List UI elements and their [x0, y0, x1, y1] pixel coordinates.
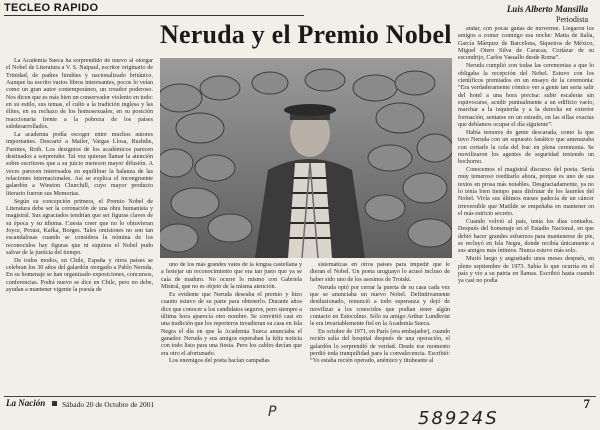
author-role: Periodista [556, 15, 588, 24]
section-label: TECLEO RAPIDO [4, 2, 99, 14]
paragraph: En octubre de 1971, en París (era embajador), cuando recién salía del hospital después de una operación, el galardón lo sorprendió de verdad. Desde ese momento perdió toda tranquilidad para la convalecencia. Escribió: “Yo estaba recién operado, anémico y titubeante al [310, 329, 450, 365]
footer-square-icon [52, 401, 57, 406]
header-rule [4, 15, 304, 16]
paragraph: andar, con pocas ganas de moverme. Llegaron los amigos a comer conmigo esa noche: Matta de Italia, García Márquez de Barcelona, Siqueiros de México, Miguel Otero Silva de Caracas, Cortázar de su escondrijo, Carlos Vassallo desde Roma”. [458, 26, 594, 62]
publication-date: Sábado 20 de Octubre de 2001 [62, 400, 155, 409]
photo-illustration [160, 58, 452, 258]
article-column-4 [458, 26, 594, 394]
paragraph: Según su concepción primera, el Premio Nobel de Literatura debe ser la coronación de una obra humanista y magistral. Sus agraciados tendrían que ser figuras claves de su época y su idioma. Cuesta creer que no lo obtuvieran Joyce, Proust, Kafka, Borges. Tales omisiones no son tan escandalosas cuando se considera la nómina de los reconocidos hay figuras que ni siquiera el Nobel pudo salvar de la justicia del tiempo. [6, 198, 153, 256]
author-name: Luis Alberto Mansilla [506, 4, 588, 14]
paragraph: Murió luego y angustiado unos meses después, en pleno septiembre de 1973. Sabía lo que ocurría en el país y vio a su patria en llamas. Escribió hasta cuando ya casi no podía [458, 256, 594, 285]
neruda-photo [160, 58, 452, 258]
paragraph: Cuando volvió al país, tenía los días contados. Después del homenaje en el Estadio Nacional, en que debió hacer grandes esfuerzos para mantenerse de pie, se recluyó en Isla Negra, donde recibía únicamente a sus amigos más íntimos. Nunca estuvo más solo. [458, 218, 594, 255]
handwritten-mark: P [268, 404, 277, 420]
paragraph: Los enemigos del poeta hacían campañas [169, 358, 270, 365]
paragraph: Neruda optó por cerrar la puerta de su casa cada vez que se anunciaba un nuevo Nobel. Definitivamente desilusionado, renunció a todo esperanza y dejó de movilizar a los conocidos que podían tener algún contacto en Estocolmo. Sólo su amigo Arthur Lundkvist le era invariablemente fiel en la Academia Sueca. [310, 284, 450, 328]
article-column-1 [6, 58, 153, 394]
handwritten-code: 58924S [418, 408, 499, 429]
page-number: 7 [583, 396, 590, 411]
paragraph: Había temores de gente descarada, como la que tuvo Neruda con un supuesto fanático que amenazaba con cortarle la cola del frac en plena ceremonia. Se movilizaron los agentes de seguridad teniendo un bochorno. [458, 129, 594, 166]
newspaper-name: La Nación [6, 398, 46, 408]
headline: Neruda y el Premio Nobel [160, 20, 452, 49]
paragraph: Es evidente que Neruda deseaba el premio y hizo cuanto estuvo de su parte para obtenerlo. Durante años dice que conocer a los candidatos seguros, pero siempre a última hora aparecía otro nombre. Se convirtió casi en una tradición que los reporteros invadieran su casa en Isla Negra el día en que la Academia Sueca anunciaba el ganador. Neruda y sus amigos esperaban la feliz noticia con todo listo para una fiesta. Pero los cables decían que era otro el afortunado. [161, 291, 302, 357]
paragraph: La academia podía escoger entre muchos autores importantes. Descartó a Mailer, Vargas Llosa, Rushdie, Fuentes, Roth. Los designios de los académicos parecen destinados a sorprender. Tal vez quieran llamar la atención sobre escritores que a su juicio merecen mayor difusión. A veces parecen interesados en equilibrar la balanza de las relaciones internacionales. Así se explica el incongruente galardón a Winston Churchill, cuyo mayor producto literario fueron sus Memorias. [6, 131, 153, 197]
article-column-2 [161, 262, 302, 394]
paragraph: La Academia Sueca ha sorprendido de nuevo al otorgar el Nobel de Literatura a V. S. Naipaul, escritor originario de Trinidad, de padres hindúes y nacionalizado británico. Aunque ha escrito varios libros interesantes, pocos lo veían como un gran autor contemporáneo, un creador poderoso. Nos dicen que es más bien un conservador violento en todo: en su estilo, sus temas, el culto a la tradición inglesa y las élites, en su rechazo de los homosexuales, en su posición reaccionaria frente a la pobreza de los países subdesarrollados. [6, 58, 153, 131]
paragraph: De todos modos, en Chile, España y otros países se celebran los 30 años del galardón otorgado a Pablo Neruda. En su homenaje se han organizado exposiciones, concursos, conferencias. Podrá nuevo se dice en Chile, pero no debe, ayudan a mantener vigente la poesía de [6, 257, 153, 294]
article-column-3 [310, 262, 450, 394]
paragraph: sistemáticas en otros países para impedir que le dieran el Nobel. Un poeta uruguayo lo acusó incluso de haber sido uno de los asesinos de Trotski. [310, 262, 450, 283]
footer-rule [4, 396, 596, 397]
paragraph: Neruda cumplió con todas las ceremonias a que lo obligaba la recepción del Nobel. Estuvo con los científicos premiados en un ensayo de la ceremonia: “Era verdaderamente cómico ver a gente tan seria salir del hotel a una hora precisa: subir escaleras sin equivocarse, acudir puntualmente a un edificio vacío, marchar a la izquierda y a la derecha en exterior formación, sentarse en un estrado, en las sillas exactas que debíamos ocupar el día siguiente”. [458, 63, 594, 128]
paragraph: Conocemos el magistral discurso del poeta. Sería muy temeroso reeditarlo ahora, porque es uno de sus textos en prosa más notables. Desgraciadamente, ya no lo tenía bien tiempo para disfrutar de los laureles del Nobel. Vivía sus últimos meses padecía de un cáncer irreversible que Matilde se empeñaba en mantener en el más estricto secreto. [458, 167, 594, 218]
paragraph: uno de los más grandes vates de la lengua castellana y a festejar un reconocimiento que era tan justo que ya se caía de maduro. No ocurre lo mismo con Gabriela Mistral, que no es objeto de la misma atención. [161, 262, 302, 291]
